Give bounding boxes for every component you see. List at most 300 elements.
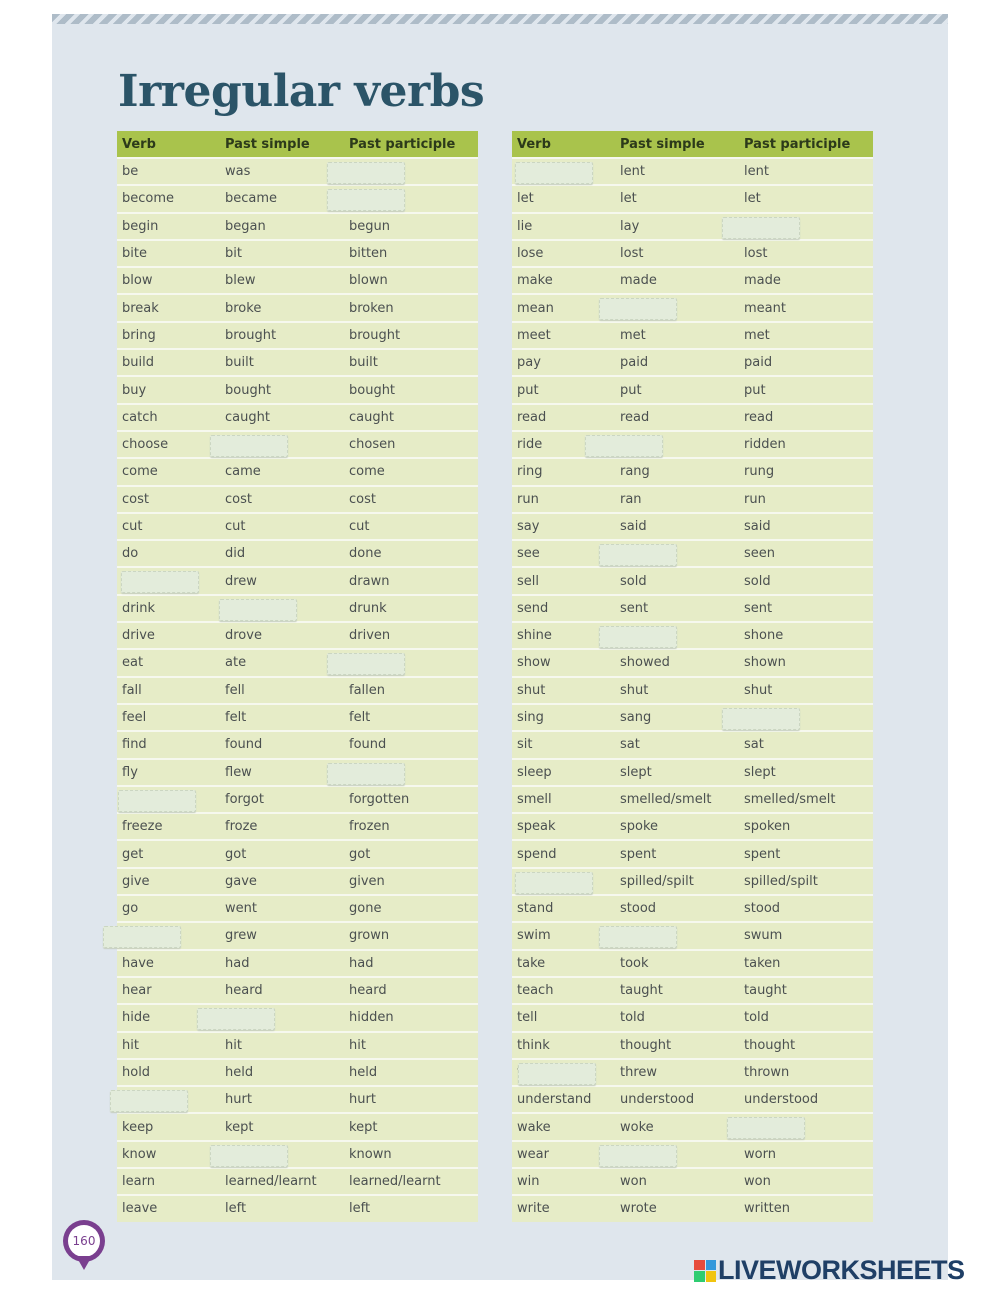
verb-cell xyxy=(512,405,620,430)
cell-text: catch xyxy=(122,409,158,425)
cell-text: lost xyxy=(744,246,768,262)
answer-input[interactable] xyxy=(327,653,405,675)
past-participle-cell xyxy=(349,814,478,839)
cell-text: lose xyxy=(517,246,544,262)
cell-text: worn xyxy=(744,1146,776,1162)
cell-text: understood xyxy=(620,1092,695,1108)
cell-text: hide xyxy=(122,1010,151,1026)
cell-text: gone xyxy=(349,901,382,917)
past-participle-cell xyxy=(744,541,873,566)
cell-text: think xyxy=(517,1037,550,1053)
cell-text: froze xyxy=(225,819,258,835)
cell-text: have xyxy=(122,955,154,971)
verb-cell xyxy=(117,869,225,894)
past-simple-cell xyxy=(225,405,349,430)
cell-text: come xyxy=(349,464,385,480)
table-row xyxy=(512,293,873,320)
past-participle-cell xyxy=(744,487,873,512)
cell-text: spoke xyxy=(620,819,659,835)
column-header: Past simple xyxy=(225,136,310,152)
cell-text: rung xyxy=(744,464,775,480)
verb-cell xyxy=(117,896,225,921)
past-participle-cell xyxy=(744,350,873,375)
cell-text: spoken xyxy=(744,819,791,835)
answer-input[interactable] xyxy=(219,599,297,621)
cell-text: kept xyxy=(349,1119,378,1135)
table-row xyxy=(512,184,873,211)
cell-text: slept xyxy=(620,764,652,780)
verb-cell xyxy=(512,459,620,484)
cell-text: threw xyxy=(620,1064,658,1080)
verb-cell xyxy=(512,268,620,293)
cell-text: stand xyxy=(517,901,554,917)
table-row xyxy=(512,348,873,375)
past-simple-cell xyxy=(225,951,349,976)
cell-text: began xyxy=(225,218,266,234)
cell-text: given xyxy=(349,873,385,889)
table-row xyxy=(117,457,478,484)
past-simple-cell xyxy=(225,214,349,239)
table-row xyxy=(512,867,873,894)
past-participle-cell xyxy=(349,841,478,866)
past-participle-cell xyxy=(349,1060,478,1085)
past-participle-cell xyxy=(744,841,873,866)
table-row xyxy=(117,212,478,239)
past-simple-cell xyxy=(225,514,349,539)
cell-text: shone xyxy=(744,628,784,644)
answer-input[interactable] xyxy=(722,217,800,239)
table-header xyxy=(512,131,873,157)
cell-text: run xyxy=(517,491,539,507)
cell-text: spilled/spilt xyxy=(620,873,694,889)
table-row xyxy=(512,1058,873,1085)
past-participle-cell xyxy=(744,214,873,239)
cell-text: took xyxy=(620,955,649,971)
cell-text: drove xyxy=(225,628,262,644)
verb-cell xyxy=(117,1114,225,1139)
cell-text: paid xyxy=(744,355,773,371)
answer-input[interactable] xyxy=(518,1063,596,1085)
table-row xyxy=(117,157,478,184)
verb-cell xyxy=(512,1087,620,1112)
page-number-badge xyxy=(63,1220,105,1262)
past-participle-cell xyxy=(744,978,873,1003)
past-participle-cell xyxy=(744,186,873,211)
answer-input[interactable] xyxy=(515,162,593,184)
past-participle-cell xyxy=(349,678,478,703)
answer-input[interactable] xyxy=(327,189,405,211)
cell-text: bit xyxy=(225,246,242,262)
table-row xyxy=(117,648,478,675)
cell-text: had xyxy=(225,955,250,971)
past-simple-cell xyxy=(620,514,744,539)
cell-text: learn xyxy=(122,1174,155,1190)
past-simple-cell xyxy=(620,1196,744,1221)
cell-text: hidden xyxy=(349,1010,394,1026)
cell-text: broke xyxy=(225,300,262,316)
past-participle-cell xyxy=(744,377,873,402)
cell-text: built xyxy=(225,355,254,371)
verb-cell xyxy=(512,1060,620,1085)
verb-cell xyxy=(117,1169,225,1194)
past-participle-cell xyxy=(744,1169,873,1194)
cell-text: freeze xyxy=(122,819,163,835)
table-row xyxy=(117,839,478,866)
table-row xyxy=(512,375,873,402)
verb-table-right xyxy=(512,131,873,1222)
table-row xyxy=(117,184,478,211)
cell-text: say xyxy=(517,519,540,534)
cell-text: heard xyxy=(225,983,263,999)
cell-text: lie xyxy=(517,218,533,234)
answer-input[interactable] xyxy=(121,571,199,593)
cell-text: begun xyxy=(349,218,390,234)
past-simple-cell xyxy=(620,323,744,348)
verb-cell xyxy=(512,841,620,866)
cell-text: shut xyxy=(744,682,773,698)
verb-cell xyxy=(512,1114,620,1139)
cell-text: lost xyxy=(620,246,644,262)
cell-text: made xyxy=(620,273,657,289)
cell-text: bring xyxy=(122,327,156,343)
verb-cell xyxy=(512,568,620,593)
past-simple-cell xyxy=(225,459,349,484)
table-row xyxy=(117,1085,478,1112)
cell-text: hurt xyxy=(349,1092,376,1108)
past-simple-cell xyxy=(620,1142,744,1167)
cell-text: gave xyxy=(225,873,257,889)
past-participle-cell xyxy=(744,405,873,430)
past-participle-cell xyxy=(744,159,873,184)
cell-text: read xyxy=(744,409,774,425)
cell-text: lay xyxy=(620,218,640,234)
cell-text: blown xyxy=(349,273,388,289)
cell-text: feel xyxy=(122,710,147,726)
cell-text: told xyxy=(620,1010,645,1026)
verb-cell xyxy=(512,214,620,239)
cell-text: make xyxy=(517,273,553,289)
verb-cell xyxy=(117,814,225,839)
table-row xyxy=(512,894,873,921)
table-row xyxy=(512,239,873,266)
cell-text: bought xyxy=(225,382,272,398)
past-participle-cell xyxy=(349,596,478,621)
table-row xyxy=(512,430,873,457)
cell-text: keep xyxy=(122,1119,154,1135)
verb-cell xyxy=(512,323,620,348)
cell-text: send xyxy=(517,600,549,616)
past-simple-cell xyxy=(225,350,349,375)
cell-text: tell xyxy=(517,1010,538,1026)
past-simple-cell xyxy=(620,350,744,375)
cell-text: buy xyxy=(122,382,147,398)
past-participle-cell xyxy=(744,459,873,484)
past-simple-cell xyxy=(620,951,744,976)
cell-text: win xyxy=(517,1174,540,1190)
past-participle-cell xyxy=(349,1087,478,1112)
cell-text: fly xyxy=(122,764,138,780)
verb-cell xyxy=(512,951,620,976)
cell-text: begin xyxy=(122,218,159,234)
past-participle-cell xyxy=(349,923,478,948)
past-simple-cell xyxy=(620,268,744,293)
past-participle-cell xyxy=(349,405,478,430)
cell-text: leave xyxy=(122,1201,158,1217)
table-row xyxy=(117,949,478,976)
cell-text: said xyxy=(620,519,647,534)
cell-text: taken xyxy=(744,955,781,971)
table-row xyxy=(117,266,478,293)
cell-text: shut xyxy=(620,682,649,698)
cell-text: ate xyxy=(225,655,247,671)
verb-cell xyxy=(117,295,225,320)
cell-text: thought xyxy=(744,1037,796,1053)
verb-cell xyxy=(512,760,620,785)
cell-text: found xyxy=(225,737,263,753)
past-simple-cell xyxy=(225,1060,349,1085)
table-row xyxy=(117,403,478,430)
table-row xyxy=(117,1140,478,1167)
cell-text: fallen xyxy=(349,682,386,698)
table-row xyxy=(117,785,478,812)
past-simple-cell xyxy=(620,1033,744,1058)
liveworksheets-icon xyxy=(694,1260,716,1282)
table-row xyxy=(512,403,873,430)
verb-cell xyxy=(512,650,620,675)
past-simple-cell xyxy=(620,678,744,703)
verb-cell xyxy=(117,514,225,539)
cell-text: cut xyxy=(122,519,143,534)
table-row xyxy=(117,621,478,648)
cell-text: sold xyxy=(744,573,771,589)
cell-text: bite xyxy=(122,246,147,262)
table-row xyxy=(117,894,478,921)
answer-input[interactable] xyxy=(210,1145,288,1167)
cell-text: paid xyxy=(620,355,649,371)
liveworksheets-logo xyxy=(694,1255,965,1286)
cell-text: met xyxy=(620,327,646,343)
answer-input[interactable] xyxy=(327,763,405,785)
cell-text: won xyxy=(620,1174,647,1190)
cell-text: spilled/spilt xyxy=(744,873,818,889)
past-simple-cell xyxy=(225,869,349,894)
brand-name: LIVEWORKSHEETS xyxy=(718,1255,965,1285)
table-row xyxy=(512,212,873,239)
cell-text: meant xyxy=(744,300,786,316)
past-participle-cell xyxy=(744,705,873,730)
cell-text: hit xyxy=(349,1037,366,1053)
cell-text: sit xyxy=(517,737,533,753)
cell-text: lent xyxy=(620,164,645,180)
table-row xyxy=(117,1031,478,1058)
cell-text: driven xyxy=(349,628,391,644)
cell-text: build xyxy=(122,355,154,371)
cell-text: spent xyxy=(620,846,657,862)
answer-input[interactable] xyxy=(210,435,288,457)
table-row xyxy=(117,676,478,703)
past-participle-cell xyxy=(349,514,478,539)
cell-text: broken xyxy=(349,300,394,316)
past-simple-cell xyxy=(225,295,349,320)
past-simple-cell xyxy=(620,487,744,512)
past-simple-cell xyxy=(225,1142,349,1167)
table-row xyxy=(512,839,873,866)
past-participle-cell xyxy=(744,432,873,457)
cell-text: left xyxy=(349,1201,371,1217)
past-simple-cell xyxy=(225,1005,349,1030)
cell-text: learned/learnt xyxy=(349,1174,441,1190)
past-participle-cell xyxy=(349,732,478,757)
past-participle-cell xyxy=(349,1033,478,1058)
cell-text: get xyxy=(122,846,144,862)
past-participle-cell xyxy=(349,978,478,1003)
cell-text: caught xyxy=(225,409,270,425)
cell-text: felt xyxy=(349,710,371,726)
past-simple-cell xyxy=(620,869,744,894)
table-row xyxy=(512,1112,873,1139)
cell-text: found xyxy=(349,737,387,753)
past-participle-cell xyxy=(744,1060,873,1085)
past-participle-cell xyxy=(349,1005,478,1030)
past-participle-cell xyxy=(744,650,873,675)
past-simple-cell xyxy=(225,841,349,866)
answer-input[interactable] xyxy=(327,162,405,184)
table-row xyxy=(117,758,478,785)
table-row xyxy=(512,730,873,757)
verb-cell xyxy=(512,514,620,539)
answer-input[interactable] xyxy=(599,544,677,566)
table-row xyxy=(512,976,873,1003)
past-simple-cell xyxy=(620,623,744,648)
past-participle-cell xyxy=(349,1142,478,1167)
table-row xyxy=(512,539,873,566)
verb-cell xyxy=(117,459,225,484)
cell-text: fell xyxy=(225,682,245,698)
table-row xyxy=(512,457,873,484)
cell-text: let xyxy=(620,191,637,207)
cell-text: cut xyxy=(349,519,370,534)
verb-cell xyxy=(512,350,620,375)
table-row xyxy=(512,1003,873,1030)
cell-text: blow xyxy=(122,273,153,289)
table-row xyxy=(117,976,478,1003)
past-participle-cell xyxy=(349,186,478,211)
past-participle-cell xyxy=(744,1005,873,1030)
verb-cell xyxy=(117,568,225,593)
past-participle-cell xyxy=(744,869,873,894)
answer-input[interactable] xyxy=(110,1090,188,1112)
verb-cell xyxy=(117,678,225,703)
table-row xyxy=(117,730,478,757)
past-participle-cell xyxy=(349,295,478,320)
cell-text: cost xyxy=(122,491,149,507)
answer-input[interactable] xyxy=(515,872,593,894)
past-simple-cell xyxy=(225,896,349,921)
cell-text: brought xyxy=(349,327,401,343)
table-row xyxy=(512,1167,873,1194)
cell-text: understand xyxy=(517,1092,592,1108)
verb-cell xyxy=(512,1033,620,1058)
cell-text: choose xyxy=(122,437,169,453)
cell-text: go xyxy=(122,901,139,917)
verb-cell xyxy=(117,1060,225,1085)
verb-cell xyxy=(117,487,225,512)
cell-text: seen xyxy=(744,546,776,562)
answer-input[interactable] xyxy=(722,708,800,730)
cell-text: showed xyxy=(620,655,670,671)
past-simple-cell xyxy=(620,432,744,457)
past-simple-cell xyxy=(225,487,349,512)
cell-text: felt xyxy=(225,710,247,726)
verb-cell xyxy=(117,241,225,266)
past-participle-cell xyxy=(744,951,873,976)
cell-text: thought xyxy=(620,1037,672,1053)
past-simple-cell xyxy=(620,650,744,675)
past-simple-cell xyxy=(620,841,744,866)
verb-cell xyxy=(512,1169,620,1194)
cell-text: ring xyxy=(517,464,543,480)
verb-cell xyxy=(117,732,225,757)
cell-text: grew xyxy=(225,928,257,944)
cell-text: grown xyxy=(349,928,390,944)
verb-cell xyxy=(512,1196,620,1221)
answer-input[interactable] xyxy=(599,626,677,648)
cell-text: shut xyxy=(517,682,546,698)
top-stripe xyxy=(52,14,948,24)
cell-text: smelled/smelt xyxy=(620,791,712,807)
verb-cell xyxy=(117,1087,225,1112)
table-row xyxy=(512,566,873,593)
answer-input[interactable] xyxy=(599,1145,677,1167)
answer-input[interactable] xyxy=(727,1117,805,1139)
table-row xyxy=(117,594,478,621)
verb-cell xyxy=(117,377,225,402)
cell-text: hit xyxy=(225,1037,242,1053)
past-participle-cell xyxy=(349,268,478,293)
cell-text: stood xyxy=(744,901,781,917)
cell-text: shown xyxy=(744,655,786,671)
cell-text: frozen xyxy=(349,819,390,835)
past-participle-cell xyxy=(349,241,478,266)
answer-input[interactable] xyxy=(118,790,196,812)
cell-text: sent xyxy=(744,600,773,616)
past-simple-cell xyxy=(225,1169,349,1194)
cell-text: do xyxy=(122,546,139,562)
cell-text: forgot xyxy=(225,791,264,807)
cell-text: meet xyxy=(517,327,551,343)
cell-text: told xyxy=(744,1010,769,1026)
answer-input[interactable] xyxy=(585,435,663,457)
table-row xyxy=(117,812,478,839)
past-participle-cell xyxy=(349,760,478,785)
cell-text: sleep xyxy=(517,764,552,780)
cell-text: flew xyxy=(225,764,252,780)
answer-input[interactable] xyxy=(599,298,677,320)
past-simple-cell xyxy=(620,787,744,812)
column-header: Past participle xyxy=(349,136,456,152)
answer-input[interactable] xyxy=(103,926,181,948)
past-participle-cell xyxy=(349,869,478,894)
cell-text: put xyxy=(517,382,539,398)
answer-input[interactable] xyxy=(197,1008,275,1030)
cell-text: wake xyxy=(517,1119,551,1135)
past-participle-cell xyxy=(744,596,873,621)
past-participle-cell xyxy=(744,323,873,348)
cell-text: rang xyxy=(620,464,650,480)
table-row xyxy=(117,1058,478,1085)
cell-text: cut xyxy=(225,519,246,534)
answer-input[interactable] xyxy=(599,926,677,948)
